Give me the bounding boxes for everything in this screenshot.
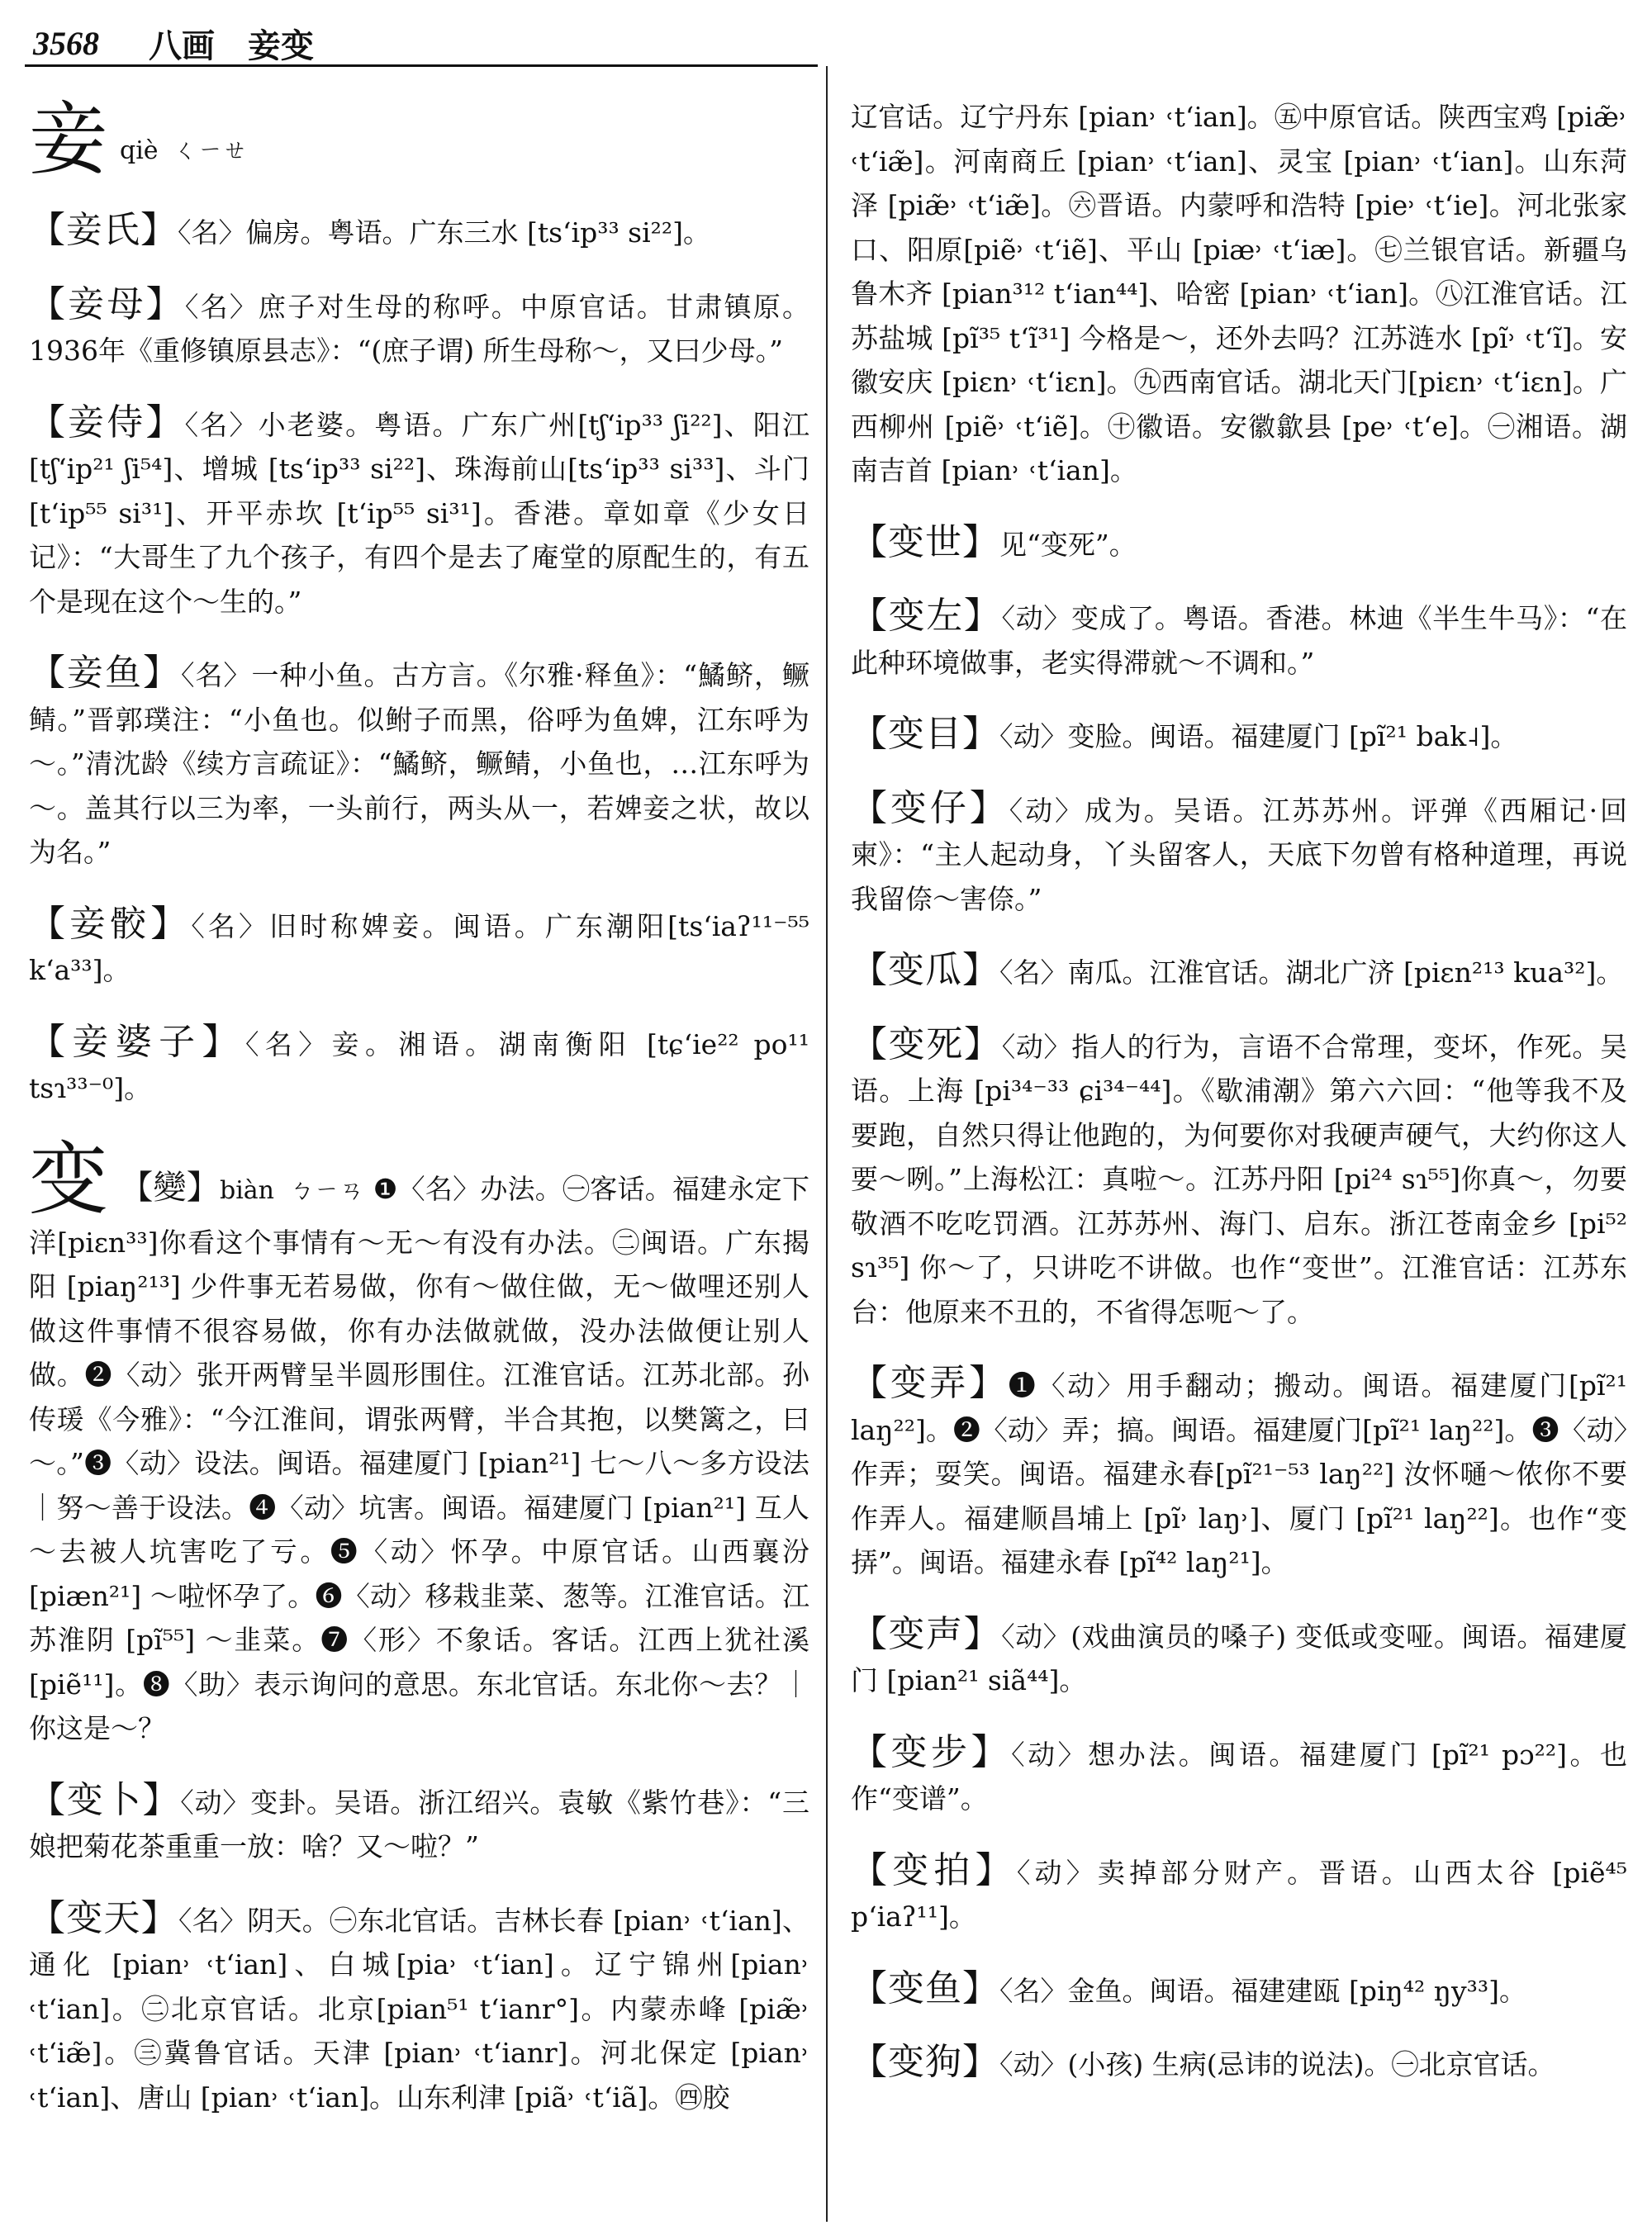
headword: 【变狗】 xyxy=(851,2041,999,2083)
pinyin: qiè xyxy=(120,136,159,165)
dictionary-entry xyxy=(851,1612,1627,1703)
dictionary-entry xyxy=(29,282,809,373)
definition-text: 〈动〉变脸。闽语。福建厦门 [pĩ²¹ bak˨]。 xyxy=(999,720,1518,752)
headword: 【妾氏】 xyxy=(29,209,178,251)
headword: 【变卜】 xyxy=(29,1778,181,1821)
running-header xyxy=(33,18,1619,68)
traditional-form: 【變】 xyxy=(120,1168,220,1207)
definition-text: 〈动〉成为。吴语。江苏苏州。评弹《西厢记·回柬》：“主人起动身，丫头留客人，天底下勿曾有格种道理，再说我留倷～害倷。” xyxy=(851,794,1627,915)
dictionary-entry xyxy=(851,1967,1627,2014)
headword: 【变左】 xyxy=(851,595,1002,637)
definition-text: 〈名〉庶子对生母的称呼。中原官话。甘肃镇原。1936年《重修镇原县志》：“(庶子谓) 所生母称～，又曰少母。” xyxy=(29,290,810,367)
head-character: 妾 xyxy=(29,93,108,186)
pinyin: biàn xyxy=(220,1175,275,1205)
headword: 【变死】 xyxy=(851,1022,1002,1065)
headword: 【变声】 xyxy=(851,1612,1002,1655)
headword: 【妾婆子】 xyxy=(29,1020,245,1063)
dictionary-entry xyxy=(851,1022,1627,1335)
headword: 【变瓜】 xyxy=(851,949,999,991)
section-label: 八画 xyxy=(149,26,215,65)
headword: 【妾鱼】 xyxy=(29,652,182,694)
dictionary-entry xyxy=(29,1896,809,2120)
definition-text: ❶〈名〉办法。㊀客话。福建永定下洋[piɛn³³]你看这个事情有～无～有没有办法。㊁闽语。广东揭阳 [piaŋ²¹³] 少件事无若易做，你有～做住做，无～做哩还别人做这件事情不很容易做，你有办法做就做，没办法做便让别人做。❷〈动〉张开两臂呈半圆形围住。江淮官话。江苏北部。孙传瑗《今雅》：“今江淮间，谓张两臂，半合其抱，以樊篱之，曰～。”❸〈动〉设法。闽语。福建厦门 [pian²¹] 七～八～多方设法｜努～善于设法。❹〈动〉坑害。闽语。福建厦门 [pian²¹] 互人～去被人坑害吃了亏。❺〈动〉怀孕。中原官话。山西襄汾 [piæn²¹] ～啦怀孕了。❻〈动〉移栽韭菜、葱等。江淮官话。江苏淮阴 [pĩ⁵⁵] ～韭菜。❼〈形〉不象话。客话。江西上犹社溪[piẽ¹¹]。❽〈助〉表示询问的意思。东北官话。东北你～去？｜你这是～？ xyxy=(29,1172,810,1744)
definition-text: 〈名〉小老婆。粤语。广东广州[tʃʻip³³ ʃi²²]、阳江 [tʃʻip²¹ ʃi⁵⁴]、增城 [tsʻip³³ si²²]、珠海前山[tsʻip³³ si³³]、斗门 [tʻip⁵⁵ si³¹]、开平赤坎 [tʻip⁵⁵ si³¹]。香港。章如章《少女日记》：“大哥生了九个孩子，有四个是去了庵堂的原配生的，有五个是现在这个～生的。” xyxy=(29,408,809,618)
headword: 【变步】 xyxy=(851,1730,1012,1773)
dictionary-entry xyxy=(29,1778,809,1869)
dictionary-entry xyxy=(851,712,1627,759)
headword: 【变世】 xyxy=(851,520,999,563)
continued-entry-text xyxy=(851,95,1627,493)
definition-text: 辽官话。辽宁丹东 [pian˒ ˓tʻian]。㊄中原官话。陕西宝鸡 [piæ̃˒ ˓tʻiæ̃]。河南商丘 [pian˒ ˓tʻian]、灵宝 [pian˒ ˓tʻian]。山东菏泽 [piæ̃˒ ˓tʻiæ̃]。㊅晋语。内蒙呼和浩特 [pie˒ ˓tʻie]。河北张家口、阳原[piẽ˒ ˓tʻiẽ]、平山 [piæ˒ ˓tʻiæ]。㊆兰银官话。新疆乌鲁木齐 [pian³¹² tʻian⁴⁴]、哈密 [pian˒ ˓tʻian]。㊇江淮官话。江苏盐城 [pĩ³⁵ tʻĩ³¹] 今格是～，还外去吗？江苏涟水 [pĩ˒ ˓tʻĩ]。安徽安庆 [piɛn˒ ˓tʻiɛn]。㊈西南官话。湖北天门[piɛn˒ ˓tʻiɛn]。广西柳州 [piẽ˒ ˓tʻiẽ]。㊉徽语。安徽歙县 [pe˒ ˓tʻe]。㊀湘语。湖南吉首 [pian˒ ˓tʻian]。 xyxy=(851,101,1627,486)
headword: 【变弄】 xyxy=(851,1362,1009,1404)
header-rule xyxy=(25,64,818,67)
definition-text: 〈名〉妾。湘语。湖南衡阳 [tɕʻie²² po¹¹ tsɿ³³⁻⁰]。 xyxy=(29,1027,809,1104)
dictionary-entry xyxy=(29,902,809,993)
dictionary-entry xyxy=(851,520,1627,567)
page-number: 3568 xyxy=(33,24,99,62)
zhuyin: ㄑㄧㄝ xyxy=(173,136,248,165)
definition-text: 〈名〉南瓜。江淮官话。湖北广济 [piɛn²¹³ kua³²]。 xyxy=(999,956,1624,989)
definition-text: 〈动〉(戏曲演员的嗓子) 变低或变哑。闽语。福建厦门 [pian²¹ siã⁴⁴]。 xyxy=(851,1620,1628,1696)
definition-text: 〈名〉一种小鱼。古方言。《尔雅·释鱼》：“鱊鲚，鳜鲭。”晋郭璞注：“小鱼也。似鲋子而黑，俗呼为鱼婢，江东呼为～。”清沈龄《续方言疏证》：“鱊鲚，鳜鲭，小鱼也，…江东呼为～。盖其行以三为率，一头前行，两头从一，若婢妾之状，故以为名。” xyxy=(29,659,809,868)
entry-range: 妾变 xyxy=(248,26,314,65)
dictionary-entry xyxy=(851,594,1627,685)
headword: 【变目】 xyxy=(851,713,999,755)
dictionary-entry xyxy=(29,208,809,255)
definition-text: 〈动〉变卦。吴语。浙江绍兴。袁敏《紫竹巷》：“三娘把菊花茶重重一放：啥？又～啦？” xyxy=(29,1786,809,1862)
definition-text: 〈名〉金鱼。闽语。福建建瓯 [piŋ⁴² ŋy³³]。 xyxy=(999,1974,1526,2007)
definition-text: ❶〈动〉用手翻动；搬动。闽语。福建厦门[pĩ²¹ laŋ²²]。❷〈动〉弄；搞。闽语。福建厦门[pĩ²¹ laŋ²²]。❸〈动〉作弄；耍笑。闽语。福建永春[pĩ²¹⁻⁵³ laŋ²²] 汝怀嗵～侬你不要作弄人。福建顺昌埔上 [pĩ˒ laŋ˒]、厦门 [pĩ²¹ laŋ²²]。也作“变挵”。闽语。福建永春 [pĩ⁴² laŋ²¹]。 xyxy=(851,1369,1627,1578)
definition-text: 〈动〉卖掉部分财产。晋语。山西太谷 [piẽ⁴⁵ pʻiaʔ¹¹]。 xyxy=(851,1856,1627,1933)
head-character-entry xyxy=(29,1132,810,1751)
definition-text: 〈动〉想办法。闽语。福建厦门 [pĩ²¹ pɔ²²]。也作“变谱”。 xyxy=(851,1738,1627,1815)
definition-text: 〈动〉变成了。粤语。香港。林迪《半生牛马》：“在此种环境做事，老实得滞就～不调和。” xyxy=(851,602,1628,679)
dictionary-entry xyxy=(851,1848,1627,1939)
headword: 【变仔】 xyxy=(851,786,1009,829)
column-divider xyxy=(826,66,828,2222)
headword: 【变拍】 xyxy=(851,1848,1017,1891)
headword: 【变鱼】 xyxy=(851,1967,999,2009)
dictionary-entry xyxy=(851,948,1627,995)
definition-text: 〈名〉旧时称婢妾。闽语。广东潮阳[tsʻiaʔ¹¹⁻⁵⁵ kʻa³³]。 xyxy=(29,909,809,986)
zhuyin: ㄅㄧㄢ xyxy=(289,1175,364,1205)
dictionary-entry xyxy=(851,786,1627,922)
dictionary-entry xyxy=(851,1730,1627,1821)
right-column xyxy=(851,68,1627,2095)
headword: 【妾侍】 xyxy=(29,401,185,444)
definition-text: 〈名〉阴天。㊀东北官话。吉林长春 [pian˒ ˓tʻian]、通化 [pian˒ ˓tʻian]、白城[pia˒ ˓tʻian]。辽宁锦州[pian˒ ˓tʻian]。㊁北京官话。北京[pian⁵¹ tʻianr°]。内蒙赤峰 [piæ̃˒ ˓tʻiæ̃]。㊂冀鲁官话。天津 [pian˒ ˓tʻianr]。河北保定 [pian˒ ˓tʻian]、唐山 [pian˒ ˓tʻian]。山东利津 [piã˒ ˓tʻiã]。㊃胶 xyxy=(29,1904,809,2114)
head-character-entry xyxy=(29,93,809,186)
definition-text: 〈名〉偏房。粤语。广东三水 [tsʻip³³ si²²]。 xyxy=(178,216,710,249)
headword: 【变天】 xyxy=(29,1896,178,1939)
definition-text: 〈动〉(小孩) 生病(忌讳的说法)。㊀北京官话。 xyxy=(999,2048,1555,2081)
headword: 【妾母】 xyxy=(29,282,185,325)
dictionary-entry xyxy=(29,651,809,875)
definition-text: 见“变死”。 xyxy=(999,528,1137,561)
dictionary-entry xyxy=(29,401,809,624)
head-character: 变 xyxy=(29,1132,109,1226)
definition-text: 〈动〉指人的行为，言语不合常理，变坏，作死。吴语。上海 [pi³⁴⁻³³ ɕi³⁴⁻⁴⁴]。《歇浦潮》第六六回：“他等我不及要跑，自然只得让他跑的，为何要你对我硬声硬气，大约你这人要～咧。”上海松江：真啦～。江苏丹阳 [pi²⁴ sɿ⁵⁵]你真～，勿要敬酒不吃吃罚酒。江苏苏州、海门、启东。浙江苍南金乡 [pi⁵² sɿ³⁵] 你～了，只讲吃不讲做。也作“变世”。江淮官话：江苏东台：他原来不丑的，不省得怎呃～了。 xyxy=(851,1030,1628,1328)
dictionary-entry xyxy=(851,1361,1627,1585)
dictionary-entry xyxy=(851,2040,1627,2087)
headword: 【妾骹】 xyxy=(29,902,192,945)
dictionary-entry xyxy=(29,1020,809,1111)
left-column xyxy=(29,71,809,2128)
